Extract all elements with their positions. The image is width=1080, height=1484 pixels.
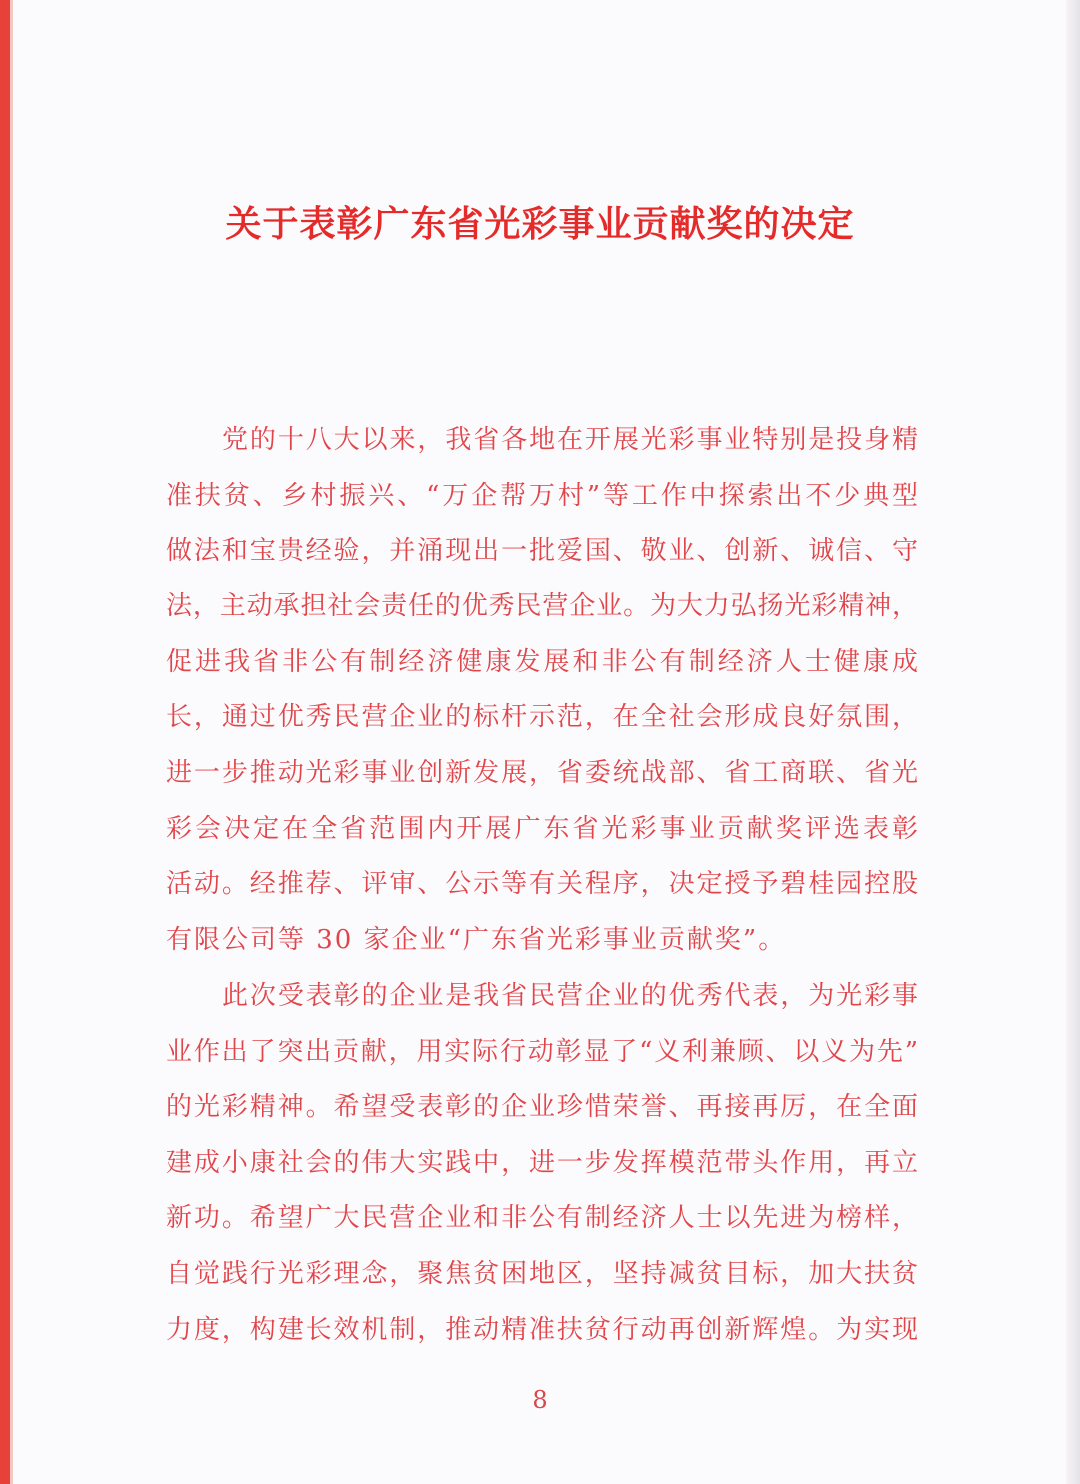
text-line: 力度，构建长效机制，推动精准扶贫行动再创新辉煌。为实现	[166, 1315, 918, 1345]
text-line: 准扶贫、乡村振兴、“万企帮万村”等工作中探索出不少典型	[166, 481, 918, 511]
text-line: 新功。希望广大民营企业和非公有制经济人士以先进为榜样，	[166, 1203, 918, 1233]
text-line: 自觉践行光彩理念，聚焦贫困地区，坚持减贫目标，加大扶贫	[166, 1259, 918, 1289]
text-line: 的光彩精神。希望受表彰的企业珍惜荣誉、再接再厉，在全面	[166, 1092, 918, 1122]
text-line: 业作出了突出贡献，用实际行动彰显了“义利兼顾、以义为先”	[166, 1037, 918, 1067]
document-title: 关于表彰广东省光彩事业贡献奖的决定	[225, 203, 855, 245]
page-number: 8	[532, 1386, 548, 1414]
text-line: 有限公司等 30 家企业“广东省光彩事业贡献奖”。	[166, 925, 787, 955]
text-line: 法，主动承担社会责任的优秀民营企业。为大力弘扬光彩精神，	[166, 591, 918, 621]
text-line: 促进我省非公有制经济健康发展和非公有制经济人士健康成	[166, 647, 918, 677]
text-line: 长，通过优秀民营企业的标杆示范，在全社会形成良好氛围，	[166, 702, 918, 732]
text-line: 做法和宝贵经验，并涌现出一批爱国、敬业、创新、诚信、守	[166, 536, 918, 566]
text-line: 此次受表彰的企业是我省民营企业的优秀代表，为光彩事	[222, 981, 918, 1011]
text-line: 彩会决定在全省范围内开展广东省光彩事业贡献奖评选表彰	[166, 814, 918, 844]
text-line: 建成小康社会的伟大实践中，进一步发挥模范带头作用，再立	[166, 1148, 918, 1178]
text-line: 进一步推动光彩事业创新发展，省委统战部、省工商联、省光	[166, 758, 918, 788]
text-line: 活动。经推荐、评审、公示等有关程序，决定授予碧桂园控股	[166, 869, 918, 899]
text-line: 党的十八大以来，我省各地在开展光彩事业特别是投身精	[222, 425, 918, 455]
